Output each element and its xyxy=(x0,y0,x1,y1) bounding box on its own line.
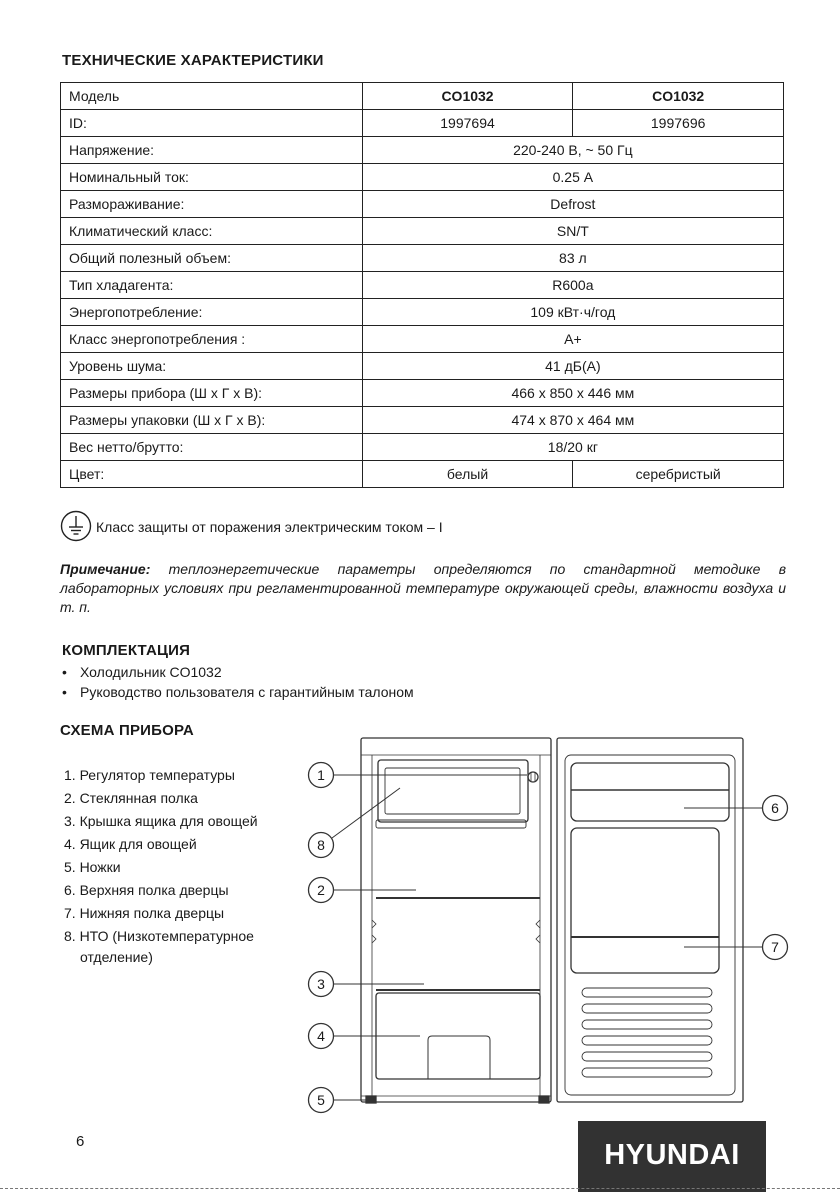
table-row xyxy=(61,164,784,191)
list-item-line: отделение) xyxy=(80,949,153,965)
spec-value: 220-240 В, ~ 50 Гц xyxy=(362,137,783,164)
freezer-compartment xyxy=(378,760,528,822)
thermostat-knob xyxy=(528,772,538,782)
brand-logo xyxy=(578,1121,766,1192)
list-item-line: 8. НТО (Низкотемпературное xyxy=(64,928,254,944)
kit-list xyxy=(62,662,414,702)
spec-label: Модель xyxy=(61,83,363,110)
list-item: 2. Стеклянная полка xyxy=(64,790,198,806)
list-item: 3. Крышка ящика для овощей xyxy=(64,813,258,829)
table-row xyxy=(61,380,784,407)
list-item: 7. Нижняя полка дверцы xyxy=(64,905,225,921)
spec-label: Размеры упаковки (Ш х Г х В): xyxy=(61,407,363,434)
spec-value: белый xyxy=(362,461,573,488)
fridge-diagram xyxy=(300,730,800,1115)
spec-label: Номинальный ток: xyxy=(61,164,363,191)
spec-value: 109 кВт·ч/год xyxy=(362,299,783,326)
list-item: • Руководство пользователя с гарантийным талоном xyxy=(62,682,414,702)
table-row xyxy=(61,299,784,326)
fridge-cabinet xyxy=(361,738,551,1102)
table-row xyxy=(61,461,784,488)
spec-value: CO1032 xyxy=(573,83,784,110)
spec-value: SN/T xyxy=(362,218,783,245)
table-row xyxy=(61,326,784,353)
callout-3: 3 xyxy=(317,976,325,992)
spec-table xyxy=(60,82,784,488)
spec-value: CO1032 xyxy=(362,83,573,110)
door-lower-panel xyxy=(571,828,719,973)
list-item: 4. Ящик для овощей xyxy=(64,836,197,852)
table-row xyxy=(61,110,784,137)
spec-label: Класс энергопотребления : xyxy=(61,326,363,353)
callout-7: 7 xyxy=(771,939,779,955)
table-row xyxy=(61,353,784,380)
table-row xyxy=(61,83,784,110)
spec-value: 466 х 850 х 446 мм xyxy=(362,380,783,407)
spec-title: ТЕХНИЧЕСКИЕ ХАРАКТЕРИСТИКИ xyxy=(62,52,324,69)
spec-value: 0.25 А xyxy=(362,164,783,191)
spec-value: 18/20 кг xyxy=(362,434,783,461)
table-row xyxy=(61,272,784,299)
door-upper-shelf xyxy=(571,763,729,821)
spec-label: Вес нетто/брутто: xyxy=(61,434,363,461)
table-row xyxy=(61,434,784,461)
spec-value: 1997696 xyxy=(573,110,784,137)
parts-list xyxy=(64,764,284,966)
spec-value: 41 дБ(А) xyxy=(362,353,783,380)
spec-value: 1997694 xyxy=(362,110,573,137)
callout-1: 1 xyxy=(317,767,325,783)
callout-8: 8 xyxy=(317,837,325,853)
table-row xyxy=(61,407,784,434)
spec-label: Тип хладагента: xyxy=(61,272,363,299)
table-row xyxy=(61,218,784,245)
page-bottom-divider xyxy=(0,1188,840,1189)
note-lead: Примечание: xyxy=(60,561,151,577)
list-item xyxy=(64,925,284,966)
note-paragraph xyxy=(60,560,786,617)
spec-value: Defrost xyxy=(362,191,783,218)
spec-label: Климатический класс: xyxy=(61,218,363,245)
list-item: 1. Регулятор температуры xyxy=(64,767,235,783)
spec-value: R600a xyxy=(362,272,783,299)
foot xyxy=(539,1096,549,1103)
list-item: 6. Верхняя полка дверцы xyxy=(64,882,229,898)
callout-5: 5 xyxy=(317,1092,325,1108)
table-row xyxy=(61,191,784,218)
spec-label: Размеры прибора (Ш х Г х В): xyxy=(61,380,363,407)
spec-value: серебристый xyxy=(573,461,784,488)
ground-icon xyxy=(60,510,92,542)
spec-label: Напряжение: xyxy=(61,137,363,164)
note-text: теплоэнергетические параметры определяются по стандартной методике в лабораторных условиях при регламентированной температуре окружающей среды, влажности воздуха и т. п. xyxy=(60,561,786,615)
table-row xyxy=(61,245,784,272)
scheme-title: СХЕМА ПРИБОРА xyxy=(60,722,194,739)
spec-value: 474 х 870 х 464 мм xyxy=(362,407,783,434)
spec-label: ID: xyxy=(61,110,363,137)
page-number: 6 xyxy=(76,1133,85,1150)
list-item: 5. Ножки xyxy=(64,859,121,875)
spec-label: Энергопотребление: xyxy=(61,299,363,326)
spec-label: Уровень шума: xyxy=(61,353,363,380)
spec-value: А+ xyxy=(362,326,783,353)
callout-6: 6 xyxy=(771,800,779,816)
kit-title: КОМПЛЕКТАЦИЯ xyxy=(62,642,191,659)
fridge-door xyxy=(557,738,743,1102)
table-row xyxy=(61,137,784,164)
spec-label: Цвет: xyxy=(61,461,363,488)
callout-4: 4 xyxy=(317,1028,325,1044)
callout-2: 2 xyxy=(317,882,325,898)
spec-value: 83 л xyxy=(362,245,783,272)
brand-text: HYUNDAI xyxy=(604,1139,740,1171)
list-item: • Холодильник CO1032 xyxy=(62,662,414,682)
spec-label: Общий полезный объем: xyxy=(61,245,363,272)
spec-label: Размораживание: xyxy=(61,191,363,218)
protection-class xyxy=(60,510,660,546)
protection-text: Класс защиты от поражения электрическим током – I xyxy=(96,519,443,535)
